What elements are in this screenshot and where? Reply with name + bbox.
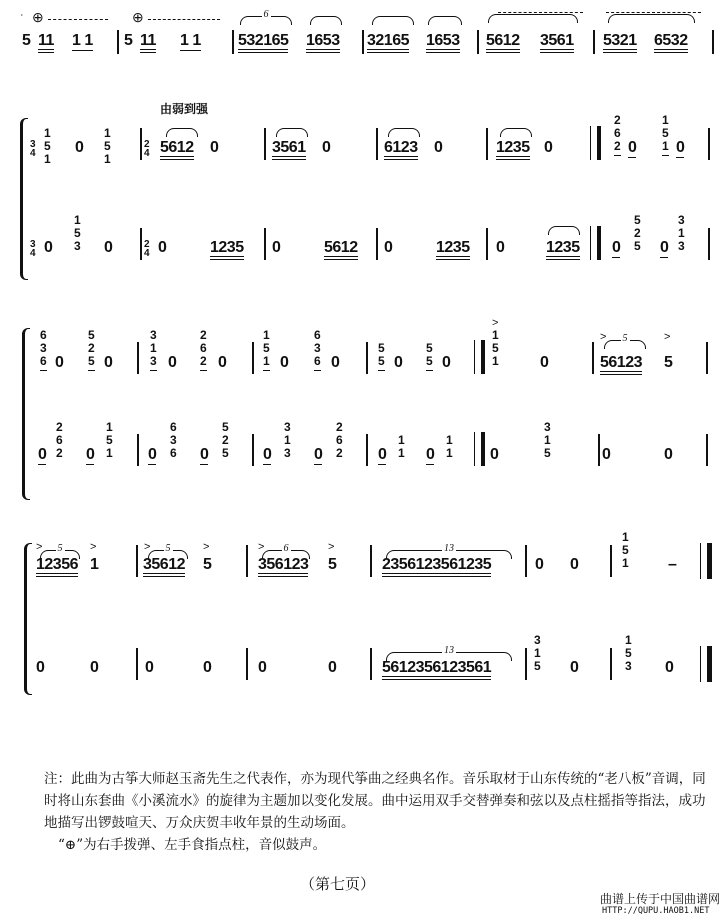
- note: 5: [124, 32, 133, 49]
- final-barline: [700, 646, 712, 682]
- slur: [548, 226, 580, 235]
- repeat-end-barline: [474, 340, 485, 374]
- time-signature: 2 4: [144, 239, 150, 259]
- rest: 0: [570, 659, 579, 676]
- barline: [136, 648, 138, 680]
- rest: 0: [665, 659, 674, 676]
- accent-mark: >: [36, 541, 43, 553]
- rest: 0: [272, 239, 281, 256]
- rest: 0: [200, 446, 209, 463]
- barline: [712, 30, 714, 54]
- dashed-line: [48, 19, 108, 20]
- rest: 0: [168, 354, 177, 371]
- barline: [362, 30, 364, 54]
- rest: 0: [660, 239, 669, 256]
- slur: [310, 16, 342, 25]
- dashed-line: [606, 12, 701, 13]
- slur: [372, 16, 414, 25]
- note-group: 356123: [258, 557, 308, 577]
- repeat-end-barline: [474, 432, 485, 466]
- note-group: 1653: [426, 33, 460, 53]
- slur: [608, 14, 695, 23]
- rest: 0: [86, 446, 95, 463]
- tuplet-number: 13: [444, 543, 454, 554]
- barline: [610, 648, 612, 680]
- barline: [370, 648, 372, 680]
- tuplet-number: 5: [165, 543, 171, 554]
- note-group: 1 1: [72, 32, 93, 49]
- note-group: 32165: [367, 33, 409, 53]
- chord: 1 5 1: [106, 420, 113, 460]
- accent-mark: >: [90, 541, 97, 553]
- note-group: 5612356123561: [382, 660, 491, 680]
- final-barline: [700, 543, 712, 579]
- note-group: 2356123561235: [382, 557, 491, 577]
- slur: [166, 128, 198, 137]
- note-group: 3561: [272, 140, 306, 160]
- chord: 5 2 5: [634, 213, 641, 253]
- rest: 0: [90, 659, 99, 676]
- repeat-start-barline: [590, 226, 601, 260]
- rest: 0: [36, 659, 45, 676]
- system-brace: [22, 328, 30, 500]
- note-group: 56123: [600, 355, 642, 375]
- tuplet-number: 6: [263, 9, 269, 20]
- tuplet-bracket: [240, 9, 292, 25]
- chord: 1 5 1: [263, 329, 270, 371]
- barline: [232, 30, 234, 54]
- barline: [593, 30, 595, 54]
- accent-mark: >: [600, 331, 607, 343]
- rest: 0: [104, 239, 113, 256]
- grace-mark: ʾ: [20, 13, 24, 25]
- note-group: 5612: [324, 240, 358, 260]
- barline: [486, 128, 488, 160]
- chord: 3 1 5: [544, 420, 551, 460]
- rest: 0: [570, 556, 579, 573]
- system-brace: [24, 543, 32, 695]
- drum-mark-icon: ⊕: [32, 9, 44, 25]
- barline: [525, 545, 527, 577]
- rest: 0: [158, 239, 167, 256]
- dynamics-marking: 由弱到强: [160, 102, 209, 116]
- chord: 6 3 6: [170, 420, 177, 460]
- chord: 1 5 1: [104, 126, 111, 166]
- time-signature: 2 4: [144, 139, 150, 159]
- barline: [708, 128, 710, 160]
- page-number: （第七页）: [300, 875, 376, 893]
- barline: [140, 228, 142, 260]
- system-brace: [20, 118, 28, 280]
- note-group: 1653: [306, 33, 340, 53]
- accent-mark: >: [203, 541, 210, 553]
- chord: 6 3 6: [40, 329, 47, 371]
- performance-note: 注：此曲为古筝大师赵玉斋先生之代表作，亦为现代筝曲之经典名作。音乐取材于山东传统的“老八板”音调，同时将山东套曲《小溪流水》的旋律为主题加以变化发展。曲中运用双手交替弹奏和弦以及点柱摇指等指法，成功地描写出锣鼓喧天、万众庆贺丰收年景的生动场面。: [44, 771, 706, 831]
- slur: [388, 128, 420, 137]
- accent-mark: >: [144, 541, 151, 553]
- dashed-line: [498, 12, 583, 13]
- barline: [376, 228, 378, 260]
- note: 5: [203, 556, 212, 573]
- barline: [706, 434, 708, 466]
- rest: 0: [38, 446, 47, 463]
- note-group: 1235: [436, 240, 470, 260]
- rest: 0: [331, 354, 340, 371]
- barline: [477, 30, 479, 54]
- note-group: 6532: [654, 33, 688, 53]
- barline: [376, 128, 378, 160]
- barline: [246, 648, 248, 680]
- tuplet-number: 5: [622, 333, 628, 344]
- rest: 0: [258, 659, 267, 676]
- barline: [486, 228, 488, 260]
- chord: 2 6 2: [614, 114, 621, 156]
- barline: [117, 30, 119, 54]
- rest: 0: [394, 354, 403, 371]
- barline: [525, 648, 527, 680]
- watermark-url: HTTP://QUPU.HAOB1.NET: [602, 906, 710, 916]
- rest: 0: [535, 556, 544, 573]
- rest: 0: [602, 446, 611, 463]
- tuplet-number: 6: [283, 543, 289, 554]
- note-group: 5612: [160, 140, 194, 160]
- chord: 2 6 2: [200, 329, 207, 371]
- note-group: 11: [38, 33, 54, 53]
- chord: 1 5 3: [74, 213, 81, 253]
- slur: [276, 128, 308, 137]
- chord: 5 2 5: [88, 329, 95, 371]
- chord: 3 1 3: [150, 329, 157, 371]
- slur: [488, 14, 578, 23]
- chord: 1 5 1: [662, 114, 669, 156]
- barline: [264, 228, 266, 260]
- chord: 6 3 6: [314, 329, 321, 371]
- note: 5: [664, 354, 673, 371]
- rest: 0: [496, 239, 505, 256]
- note: 5: [328, 556, 337, 573]
- rest: 0: [75, 139, 84, 156]
- note-group: 12356: [36, 557, 78, 577]
- note-group: 1235: [496, 140, 530, 160]
- barline: [592, 342, 594, 374]
- barline: [708, 228, 710, 260]
- rest: 0: [442, 354, 451, 371]
- rest: 0: [628, 139, 637, 156]
- chord: 3 1 3: [284, 420, 291, 460]
- chord: 5 5: [378, 342, 385, 371]
- tuplet-number: 13: [444, 645, 454, 656]
- tuplet-number: 5: [57, 543, 63, 554]
- rest: 0: [490, 446, 499, 463]
- rest: 0: [426, 446, 435, 463]
- barline: [252, 342, 254, 374]
- drum-mark-icon: ⊕: [132, 9, 144, 25]
- barline: [366, 342, 368, 374]
- chord: 2 6 2: [336, 420, 343, 460]
- barline: [264, 128, 266, 160]
- note-group: 35612: [143, 557, 185, 577]
- barline: [598, 434, 600, 466]
- rest: 0: [328, 659, 337, 676]
- rest: 0: [218, 354, 227, 371]
- chord: 5 5: [426, 342, 433, 371]
- chord: 1 5 1: [622, 530, 629, 570]
- chord: 1 5 1: [492, 328, 499, 368]
- rest: 0: [544, 139, 553, 156]
- chord: 2 6 2: [56, 420, 63, 460]
- accent-mark: >: [258, 541, 265, 553]
- note-group: 5612: [486, 33, 520, 53]
- rest: 0: [384, 239, 393, 256]
- chord: 3 1 5: [534, 633, 541, 673]
- rest: 0: [145, 659, 154, 676]
- note: 5: [22, 32, 31, 49]
- chord: 5 2 5: [222, 420, 229, 460]
- rest: 0: [263, 446, 272, 463]
- rest: 0: [203, 659, 212, 676]
- rest: 0: [676, 139, 685, 156]
- rest: 0: [55, 354, 64, 371]
- slur: [500, 128, 532, 137]
- note-group: 6123: [384, 140, 418, 160]
- accent-mark: >: [664, 331, 671, 343]
- dashed-line: [148, 19, 220, 20]
- barline: [137, 342, 139, 374]
- accent-mark: >: [328, 541, 335, 553]
- chord: 1 1: [446, 433, 453, 460]
- barline: [136, 545, 138, 577]
- note: 1: [90, 556, 99, 573]
- rest: 0: [210, 139, 219, 156]
- symbol-note: “⊕”为右手拨弹、左手食指点柱，音似鼓声。: [58, 837, 327, 853]
- accent-mark: >: [492, 317, 499, 329]
- note-group: 5321: [603, 33, 637, 53]
- note-group: 3561: [540, 33, 574, 53]
- barline: [366, 434, 368, 466]
- barline: [137, 434, 139, 466]
- rest: 0: [540, 354, 549, 371]
- rest: 0: [664, 446, 673, 463]
- chord: 1 1: [398, 433, 405, 460]
- rest: 0: [378, 446, 387, 463]
- note-group: 1 1: [180, 32, 201, 49]
- rest: 0: [104, 354, 113, 371]
- note-group: 11: [140, 33, 156, 53]
- barline: [246, 545, 248, 577]
- rest: 0: [280, 354, 289, 371]
- barline: [140, 128, 142, 160]
- barline: [252, 434, 254, 466]
- barline: [706, 342, 708, 374]
- slur: [428, 16, 462, 25]
- chord: 1 5 1: [44, 126, 51, 166]
- rest: 0: [148, 446, 157, 463]
- sustain-dash: –: [668, 556, 677, 573]
- barline: [610, 545, 612, 577]
- rest: 0: [322, 139, 331, 156]
- repeat-start-barline: [590, 126, 601, 160]
- chord: 1 5 3: [625, 633, 632, 673]
- barline: [370, 545, 372, 577]
- tuplet-bracket: [604, 333, 646, 349]
- rest: 0: [434, 139, 443, 156]
- note-group: 1235: [210, 240, 244, 260]
- rest: 0: [44, 239, 53, 256]
- time-signature: 3 4: [30, 139, 36, 159]
- rest: 0: [612, 239, 621, 256]
- watermark-title: 曲谱上传于中国曲谱网: [600, 892, 721, 906]
- note-group: 1235: [546, 240, 580, 260]
- chord: 3 1 3: [678, 213, 685, 253]
- rest: 0: [314, 446, 323, 463]
- time-signature: 3 4: [30, 239, 36, 259]
- note-group: 532165: [238, 33, 288, 53]
